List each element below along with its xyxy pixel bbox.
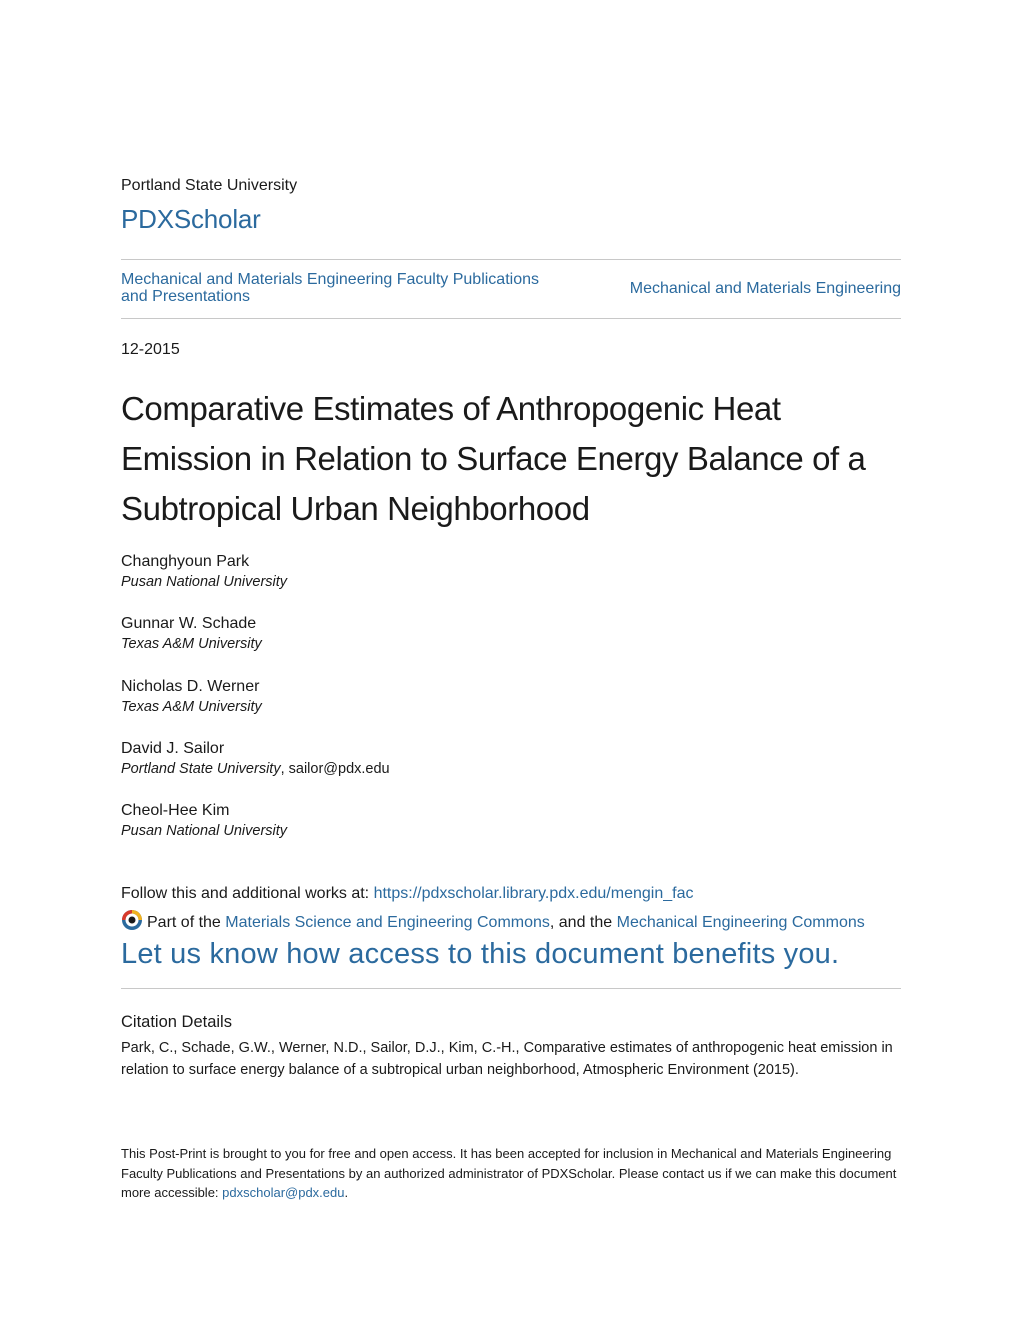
access-notice-text: This Post-Print is brought to you for free and open access. It has been accepted for inclusion in Mechanical and Materials Engineering Faculty Publications and Presentations by an authorized administrator of PDXScholar. Please contact us if we can make this document more accessible: bbox=[121, 1146, 897, 1200]
author-name: Cheol-Hee Kim bbox=[121, 802, 230, 819]
access-notice bbox=[121, 1144, 901, 1203]
network-commons-icon bbox=[121, 909, 143, 931]
follow-text: Follow this and additional works at: bbox=[121, 885, 374, 902]
department-link[interactable]: Mechanical and Materials Engineering bbox=[629, 280, 901, 297]
citation-label: Citation Details bbox=[121, 1013, 232, 1031]
author-entry bbox=[121, 739, 390, 779]
publication-date: 12-2015 bbox=[121, 341, 180, 358]
paper-title: Comparative Estimates of Anthropogenic Heat Emission in Relation to Surface Energy Balance of a Subtropical Urban Neighborhood bbox=[121, 390, 866, 527]
and-the-text: , and the bbox=[549, 914, 613, 931]
author-email: sailor@pdx.edu bbox=[288, 761, 390, 777]
divider bbox=[121, 318, 901, 319]
mechanical-commons-link[interactable]: Mechanical Engineering Commons bbox=[616, 914, 865, 931]
author-affiliation: Pusan National University bbox=[121, 823, 288, 839]
author-affiliation: Texas A&M University bbox=[121, 636, 262, 652]
author-name: David J. Sailor bbox=[121, 740, 225, 757]
collection-url-link[interactable]: https://pdxscholar.library.pdx.edu/mengin_fac bbox=[373, 885, 694, 902]
author-entry bbox=[121, 614, 262, 654]
author-affiliation: Portland State University bbox=[121, 761, 281, 777]
repository-link[interactable]: PDXScholar bbox=[121, 204, 261, 234]
author-affiliation-line: Portland State University, sailor@pdx.edu bbox=[121, 761, 390, 777]
benefits-feedback-link[interactable]: Let us know how access to this document benefits you. bbox=[121, 938, 840, 970]
notice-period: . bbox=[344, 1185, 349, 1200]
divider bbox=[121, 988, 901, 989]
author-affiliation: Texas A&M University bbox=[121, 699, 262, 715]
author-name: Changhyoun Park bbox=[121, 553, 250, 570]
citation-text: Park, C., Schade, G.W., Werner, N.D., Sailor, D.J., Kim, C.-H., Comparative estimates of anthropogenic heat emission in relation to surface energy balance of a subtropical urban neighborhood, Atmospheric Environment (2015). bbox=[121, 1040, 893, 1078]
author-entry bbox=[121, 801, 287, 841]
university-name: Portland State University bbox=[121, 177, 298, 194]
divider bbox=[121, 259, 901, 260]
author-affiliation: Pusan National University bbox=[121, 574, 288, 590]
author-entry bbox=[121, 677, 262, 717]
author-name: Gunnar W. Schade bbox=[121, 615, 257, 632]
contact-email-link[interactable]: pdxscholar@pdx.edu bbox=[222, 1185, 345, 1200]
part-of-text: Part of the bbox=[147, 914, 221, 931]
follow-line bbox=[121, 885, 693, 903]
collection-link[interactable]: Mechanical and Materials Engineering Faculty Publications and Presentations bbox=[121, 271, 539, 305]
author-entry bbox=[121, 552, 287, 592]
materials-commons-link[interactable]: Materials Science and Engineering Commons bbox=[225, 914, 550, 931]
part-of-line bbox=[121, 912, 865, 934]
author-name: Nicholas D. Werner bbox=[121, 678, 260, 695]
